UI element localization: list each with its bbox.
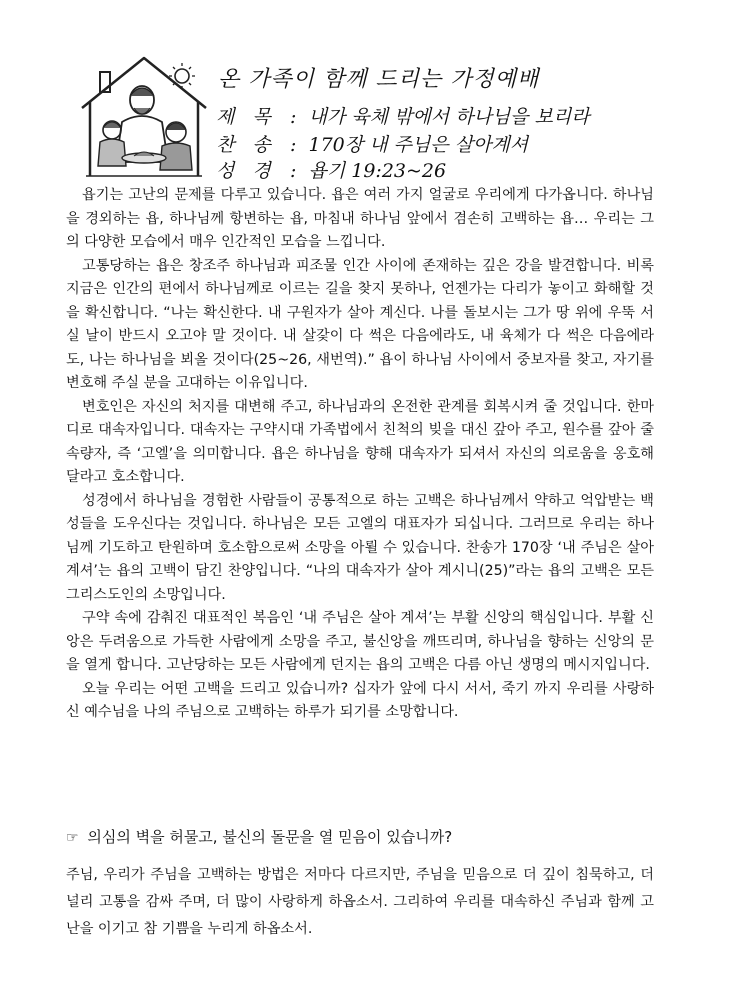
separator: :	[290, 160, 297, 182]
hymn-value: 170장 내 주님은 살아계셔	[308, 134, 529, 156]
question-text: 의심의 벽을 허물고, 불신의 돌문을 열 믿음이 있습니까?	[87, 828, 453, 846]
closing-prayer: 주님, 우리가 주님을 고백하는 방법은 저마다 다르지만, 주님을 믿음으로 더 깊이 침묵하고, 더 널리 고통을 감싸 주며, 더 많이 사랑하게 하옵소서. 그리하여 우리를 대속하신 주님과 함께 고난을 이기고 참 기쁨을 누리게 하옵소서.	[66, 867, 654, 937]
subject-value: 내가 육체 밖에서 하나님을 보리라	[308, 106, 590, 128]
separator: :	[290, 134, 297, 156]
paragraph: 구약 속에 감춰진 대표적인 복음인 ‘내 주님은 살아 계셔’는 부활 신앙의 핵심입니다. 부활 신앙은 두려움으로 가득한 사람에게 소망을 주고, 불신앙을 깨뜨리며, 하나님을 향하는 신앙의 문을 열게 합니다. 고난당하는 모든 사람에게 던지는 욥의 고백은 다름 아닌 생명의 메시지입니다.	[66, 610, 654, 673]
paragraph: 오늘 우리는 어떤 고백을 드리고 있습니까? 십자가 앞에 다시 서서, 죽기 까지 우리를 사랑하신 예수님을 나의 주님으로 고백하는 하루가 되기를 소망합니다.	[66, 680, 654, 720]
hymn-label: 찬 송	[216, 134, 277, 156]
paragraph: 고통당하는 욥은 창조주 하나님과 피조물 인간 사이에 존재하는 깊은 강을 발견합니다. 비록 지금은 인간의 편에서 하나님께로 이르는 길을 찾지 못하나, 언젠가는 다리가 놓이고 화해할 것을 확신합니다. “나는 확신한다. 내 구원자가 살아 계신다. 나를 돌보시는 그가 땅 위에 우뚝 서실 날이 반드시 오고야 말 것이다. 내 살갗이 다 썩은 다음에라도, 내 육체가 다 썩은 다음에라도, 나는 하나님을 뵈올 것이다(25~26, 새번역).” 욥이 하나님 사이에서 중보자를 찾고, 자기를 변호해 주실 분을 고대하는 이유입니다.	[66, 257, 654, 391]
header	[76, 52, 716, 182]
scripture-value: 욥기 19:23~26	[308, 160, 447, 182]
paragraph: 변호인은 자신의 처지를 대변해 주고, 하나님과의 온전한 관계를 회복시켜 줄 것입니다. 한마디로 대속자입니다. 대속자는 구약시대 가족법에서 친척의 빚을 대신 갚아 주고, 원수를 갚아 줄 속량자, 즉 ‘고엘’을 의미합니다. 욥은 하나님을 향해 대속자가 되셔서 자신의 의로움을 옹호해 달라고 호소합니다.	[66, 398, 654, 485]
paragraph: 성경에서 하나님을 경험한 사람들이 공통적으로 하는 고백은 하나님께서 약하고 억압받는 백성들을 도우신다는 것입니다. 하나님은 모든 고엘의 대표자가 되십니다. 그러므로 우리는 하나님께 기도하고 탄원하며 호소함으로써 소망을 아뢸 수 있습니다. 찬송가 170장 ‘내 주님은 살아 계셔’는 욥의 고백이 담긴 찬양입니다. “나의 대속자가 살아 계시니(25)”라는 욥의 고백은 모든 그리스도인의 소망입니다.	[66, 492, 654, 603]
reflection-question	[66, 826, 654, 847]
page-title: 온 가족이 함께 드리는 가정예배	[218, 67, 540, 92]
pointing-hand-icon: ☞	[66, 830, 79, 846]
paragraph: 욥기는 고난의 문제를 다루고 있습니다. 욥은 여러 가지 얼굴로 우리에게 다가옵니다. 하나님을 경외하는 욥, 하나님께 항변하는 욥, 마침내 하나님 앞에서 겸손히 고백하는 욥… 우리는 그의 다양한 모습에서 매우 인간적인 모습을 느낍니다.	[66, 187, 654, 250]
separator: :	[290, 106, 297, 128]
family-worship-illustration	[76, 52, 212, 180]
hymn-row	[216, 130, 528, 157]
subject-label: 제 목	[216, 106, 277, 128]
sermon-body	[66, 184, 654, 725]
subject-row	[216, 102, 590, 129]
scripture-row	[216, 156, 446, 183]
scripture-label: 성 경	[216, 160, 277, 182]
